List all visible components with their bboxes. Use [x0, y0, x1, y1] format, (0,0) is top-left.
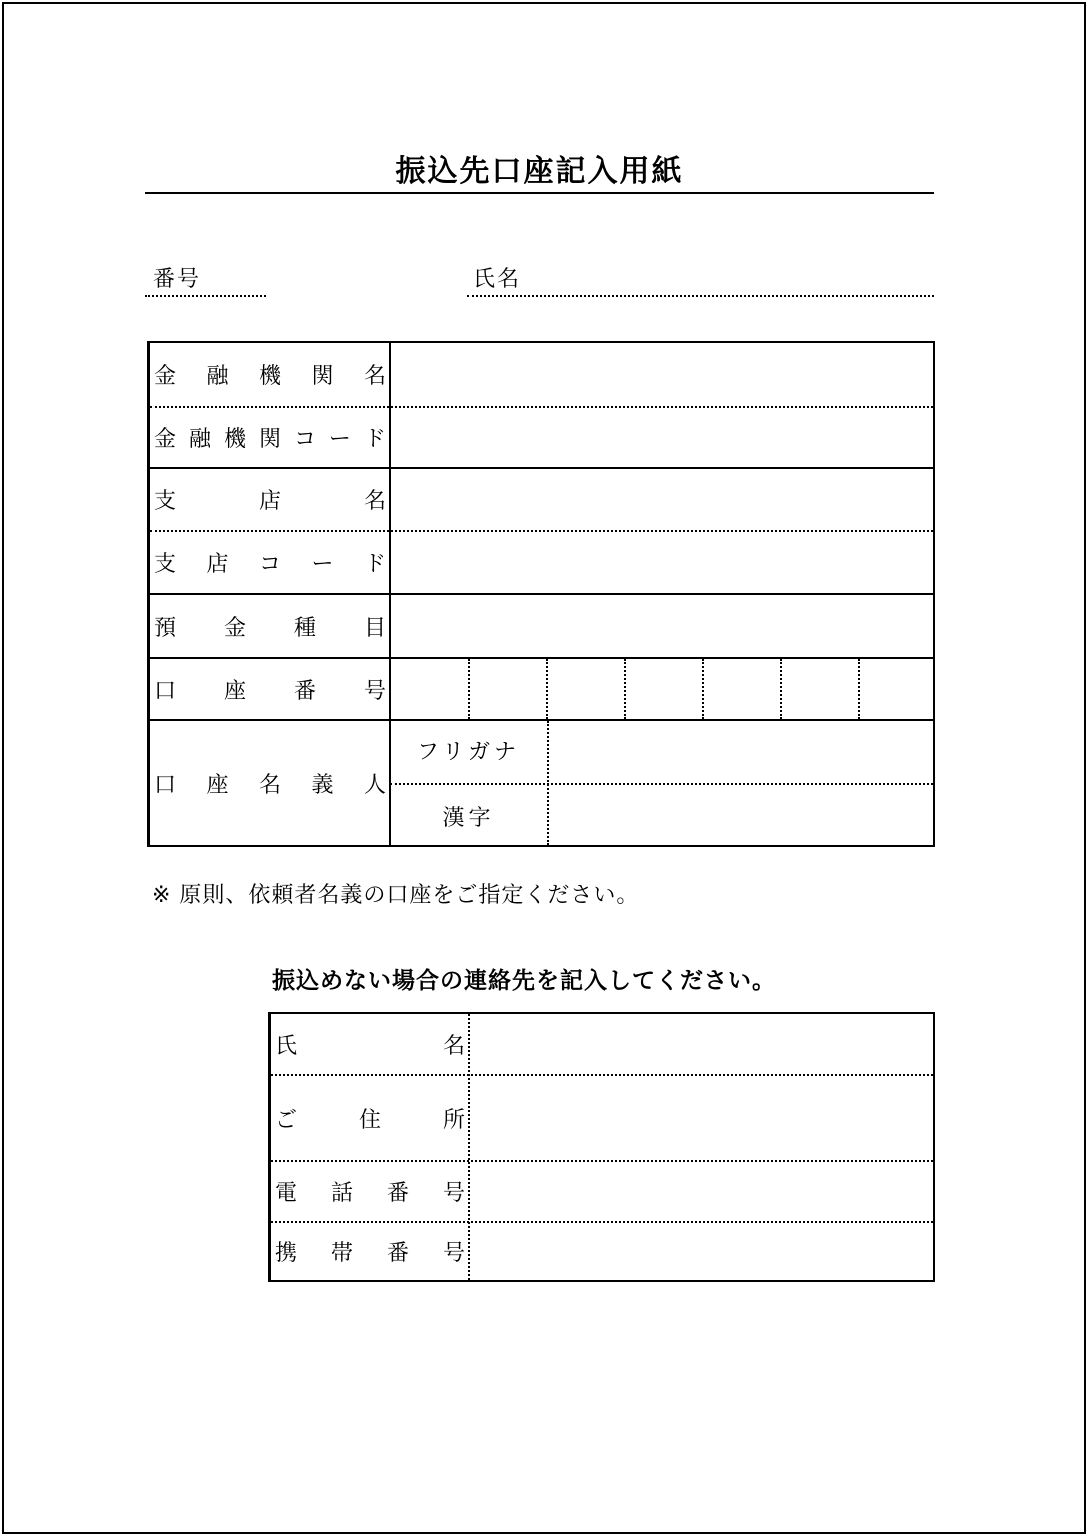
- name-label: 氏名: [473, 267, 522, 292]
- account-holder-label: 口 座 名 義 人: [154, 772, 386, 798]
- contact-mobile-input[interactable]: [471, 1223, 931, 1280]
- bank-name-label: 金 融 機 関 名: [154, 364, 386, 389]
- contact-table: [268, 1012, 935, 1282]
- name-field[interactable]: [467, 295, 934, 297]
- bank-code-label: 金 融 機 関 コ ー ド: [154, 426, 386, 452]
- number-field[interactable]: [145, 295, 266, 297]
- contact-name-input[interactable]: [471, 1014, 931, 1073]
- bank-name-input[interactable]: [391, 343, 933, 405]
- branch-name-input[interactable]: [391, 469, 933, 529]
- branch-code-label: 支 店 コ ー ド: [154, 552, 386, 577]
- holder-furigana-input[interactable]: [549, 721, 933, 782]
- contact-address-label: ご 住 所: [275, 1107, 465, 1133]
- account-number-label: 口 座 番 号: [154, 678, 386, 704]
- contact-address-input[interactable]: [471, 1076, 931, 1159]
- deposit-type-label: 預 金 種 目: [154, 615, 386, 641]
- page-title: 振込先口座記入用紙: [145, 150, 934, 194]
- note-text: ※ 原則、依頼者名義の口座をご指定ください。: [152, 883, 640, 908]
- holder-kanji-input[interactable]: [549, 785, 933, 845]
- branch-name-label: 支 店 名: [154, 489, 386, 514]
- kanji-label: 漢字: [442, 806, 495, 831]
- number-label: 番号: [153, 267, 202, 292]
- contact-phone-label: 電 話 番 号: [275, 1181, 465, 1206]
- contact-phone-input[interactable]: [471, 1162, 931, 1220]
- contact-name-label: 氏 名: [275, 1033, 465, 1059]
- furigana-label: フリガナ: [417, 740, 520, 765]
- account-number-input[interactable]: [391, 659, 933, 718]
- bank-code-input[interactable]: [391, 408, 933, 466]
- bank-account-table: [147, 341, 935, 847]
- branch-code-input[interactable]: [391, 532, 933, 592]
- contact-section-title: 振込めない場合の連絡先を記入してください。: [272, 968, 776, 994]
- contact-mobile-label: 携 帯 番 号: [275, 1241, 465, 1266]
- deposit-type-input[interactable]: [391, 595, 933, 656]
